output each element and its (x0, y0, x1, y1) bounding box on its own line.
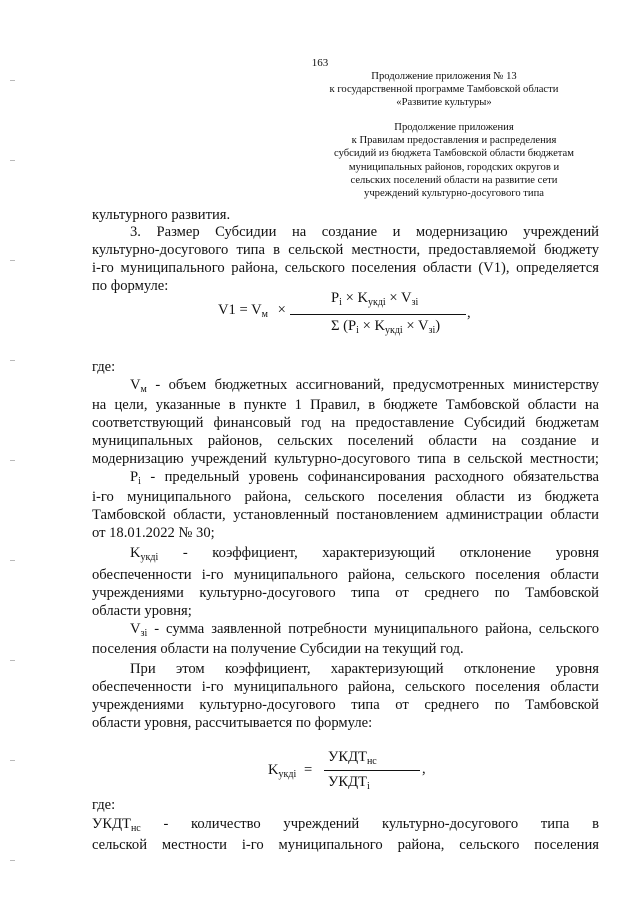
text-line: учреждениями культурно-досугового типа от среднего по Тамбовской (92, 585, 599, 601)
text-line: модернизацию учреждений культурно-досугового типа в сельской местности; (92, 451, 599, 467)
annex-line: «Развитие культуры» (396, 97, 492, 109)
formula-text: УКДТ (328, 774, 367, 790)
text-line: обеспеченности i-го муниципального района, сельского поселения области (92, 567, 599, 583)
formula-text: P (331, 290, 340, 306)
fraction-bar (324, 770, 420, 771)
rules-line: учреждений культурно-досугового типа (364, 188, 544, 200)
rules-line: сельских поселений области на развитие сети (350, 174, 558, 186)
symbol-sub: укдi (140, 552, 159, 563)
definition-text: - коэффициент, характеризующий отклонение уровня (182, 545, 599, 561)
formula-k-lhs (268, 762, 312, 780)
formula-sub: укдi (384, 325, 403, 336)
rules-line: муниципальных районов, городских округов и (348, 161, 560, 173)
margin-mark (10, 860, 15, 861)
formula-sub: укдi (367, 297, 386, 308)
margin-mark (10, 260, 15, 261)
text-line: сельской местности i-го муниципального района, сельского поселения (92, 837, 599, 853)
formula-text: УКДТ (328, 749, 367, 765)
margin-mark (10, 80, 15, 81)
margin-mark (10, 560, 15, 561)
formula-text: × K (345, 290, 368, 306)
annex-header (314, 70, 574, 110)
rules-line: субсидий из бюджета Тамбовской области бюджетам (334, 148, 574, 160)
symbol: V (130, 621, 141, 637)
formula-text: × K (362, 318, 385, 334)
formula-comma: , (467, 305, 471, 321)
rules-line: Продолжение приложения (394, 122, 514, 133)
text-line: муниципальных районов, сельских поселений области на создание и (92, 433, 599, 449)
formula-text: V1 = V (218, 302, 262, 318)
formula-sub: укдi (278, 769, 297, 780)
formula-k-denominator (328, 774, 370, 792)
text-line: Тамбовской области, установленный постановлением администрации области (92, 507, 599, 523)
formula-sub: м (261, 309, 268, 320)
text-line: культурного развития. (92, 207, 231, 223)
symbol: УКДТ (92, 816, 131, 832)
formula-text: Σ (P (331, 318, 357, 334)
rules-line: к Правилам предоставления и распределения (351, 135, 557, 147)
symbol: P (130, 469, 139, 485)
symbol-sub: i (138, 476, 141, 487)
symbol-sub: м (140, 384, 147, 395)
fraction-bar (290, 314, 466, 315)
symbol: K (130, 545, 141, 561)
formula-sub: зi (411, 297, 419, 308)
annex-line: к государственной программе Тамбовской области (329, 84, 559, 96)
margin-mark (10, 660, 15, 661)
text-line: соответствующий финансовый год на предоставление Субсидий бюджетам (92, 415, 599, 431)
text-line: области уровня; (92, 603, 192, 619)
formula-comma: , (422, 761, 426, 777)
symbol-sub: зi (140, 628, 148, 639)
formula-sub: нс (366, 756, 377, 767)
text-line: учреждениями культурно-досугового типа от среднего по Тамбовской (92, 697, 599, 713)
text-line: поселения области на получение Субсидии на текущий год. (92, 641, 464, 657)
formula-text: × V (389, 290, 412, 306)
text-line: где: (92, 797, 116, 813)
formula-text: × (277, 302, 286, 318)
text-line: i-го муниципального района, сельского поселения области (V1), определяется (92, 260, 599, 276)
formula-text: K (268, 762, 279, 778)
formula-k-numerator (328, 749, 377, 767)
annex-line: Продолжение приложения № 13 (371, 71, 517, 82)
margin-mark (10, 160, 15, 161)
text-line: обеспеченности i-го муниципального района, сельского поселения области (92, 679, 599, 695)
formula-sub: зi (428, 325, 436, 336)
formula-v1-denominator (331, 318, 440, 336)
formula-text: = (303, 762, 313, 778)
formula-sub: i (366, 781, 370, 792)
page-number: 163 (311, 57, 329, 69)
formula-text: ) (435, 318, 441, 334)
margin-mark (10, 460, 15, 461)
definition-ukdt (92, 815, 599, 838)
text-line: При этом коэффициент, характеризующий отклонение уровня (130, 661, 599, 677)
symbol-sub: нс (130, 823, 141, 834)
text-line: по формуле: (92, 278, 169, 294)
text-line: от 18.01.2022 № 30; (92, 525, 215, 541)
definition-text: - сумма заявленной потребности муниципального района, сельского (154, 621, 600, 637)
rules-header (334, 121, 574, 200)
text-line: где: (92, 359, 116, 375)
definition-text: - предельный уровень софинансирования расходного обязательства (150, 469, 599, 485)
definition-k (130, 544, 599, 567)
text-line: на цели, указанные в пункте 1 Правил, в бюджете Тамбовской области на (92, 397, 599, 413)
text-line: области уровня, рассчитывается по формуле: (92, 715, 373, 731)
formula-sub: i (339, 297, 342, 308)
formula-sub: i (356, 325, 359, 336)
formula-text: × V (406, 318, 429, 334)
text-line: культурно-досугового типа в сельской местности, предоставляемой бюджету (92, 242, 599, 258)
margin-mark (10, 760, 15, 761)
formula-v1-numerator (331, 290, 418, 308)
symbol: V (130, 377, 141, 393)
text-line: 3. Размер Субсидии на создание и модернизацию учреждений (130, 224, 599, 240)
text-line: i-го муниципального района, сельского поселения области из бюджета (92, 489, 599, 505)
definition-text: - объем бюджетных ассигнований, предусмотренных министерству (155, 377, 599, 393)
margin-mark (10, 360, 15, 361)
definition-text: - количество учреждений культурно-досугового типа в (163, 816, 599, 832)
formula-v1-lhs (218, 302, 286, 320)
